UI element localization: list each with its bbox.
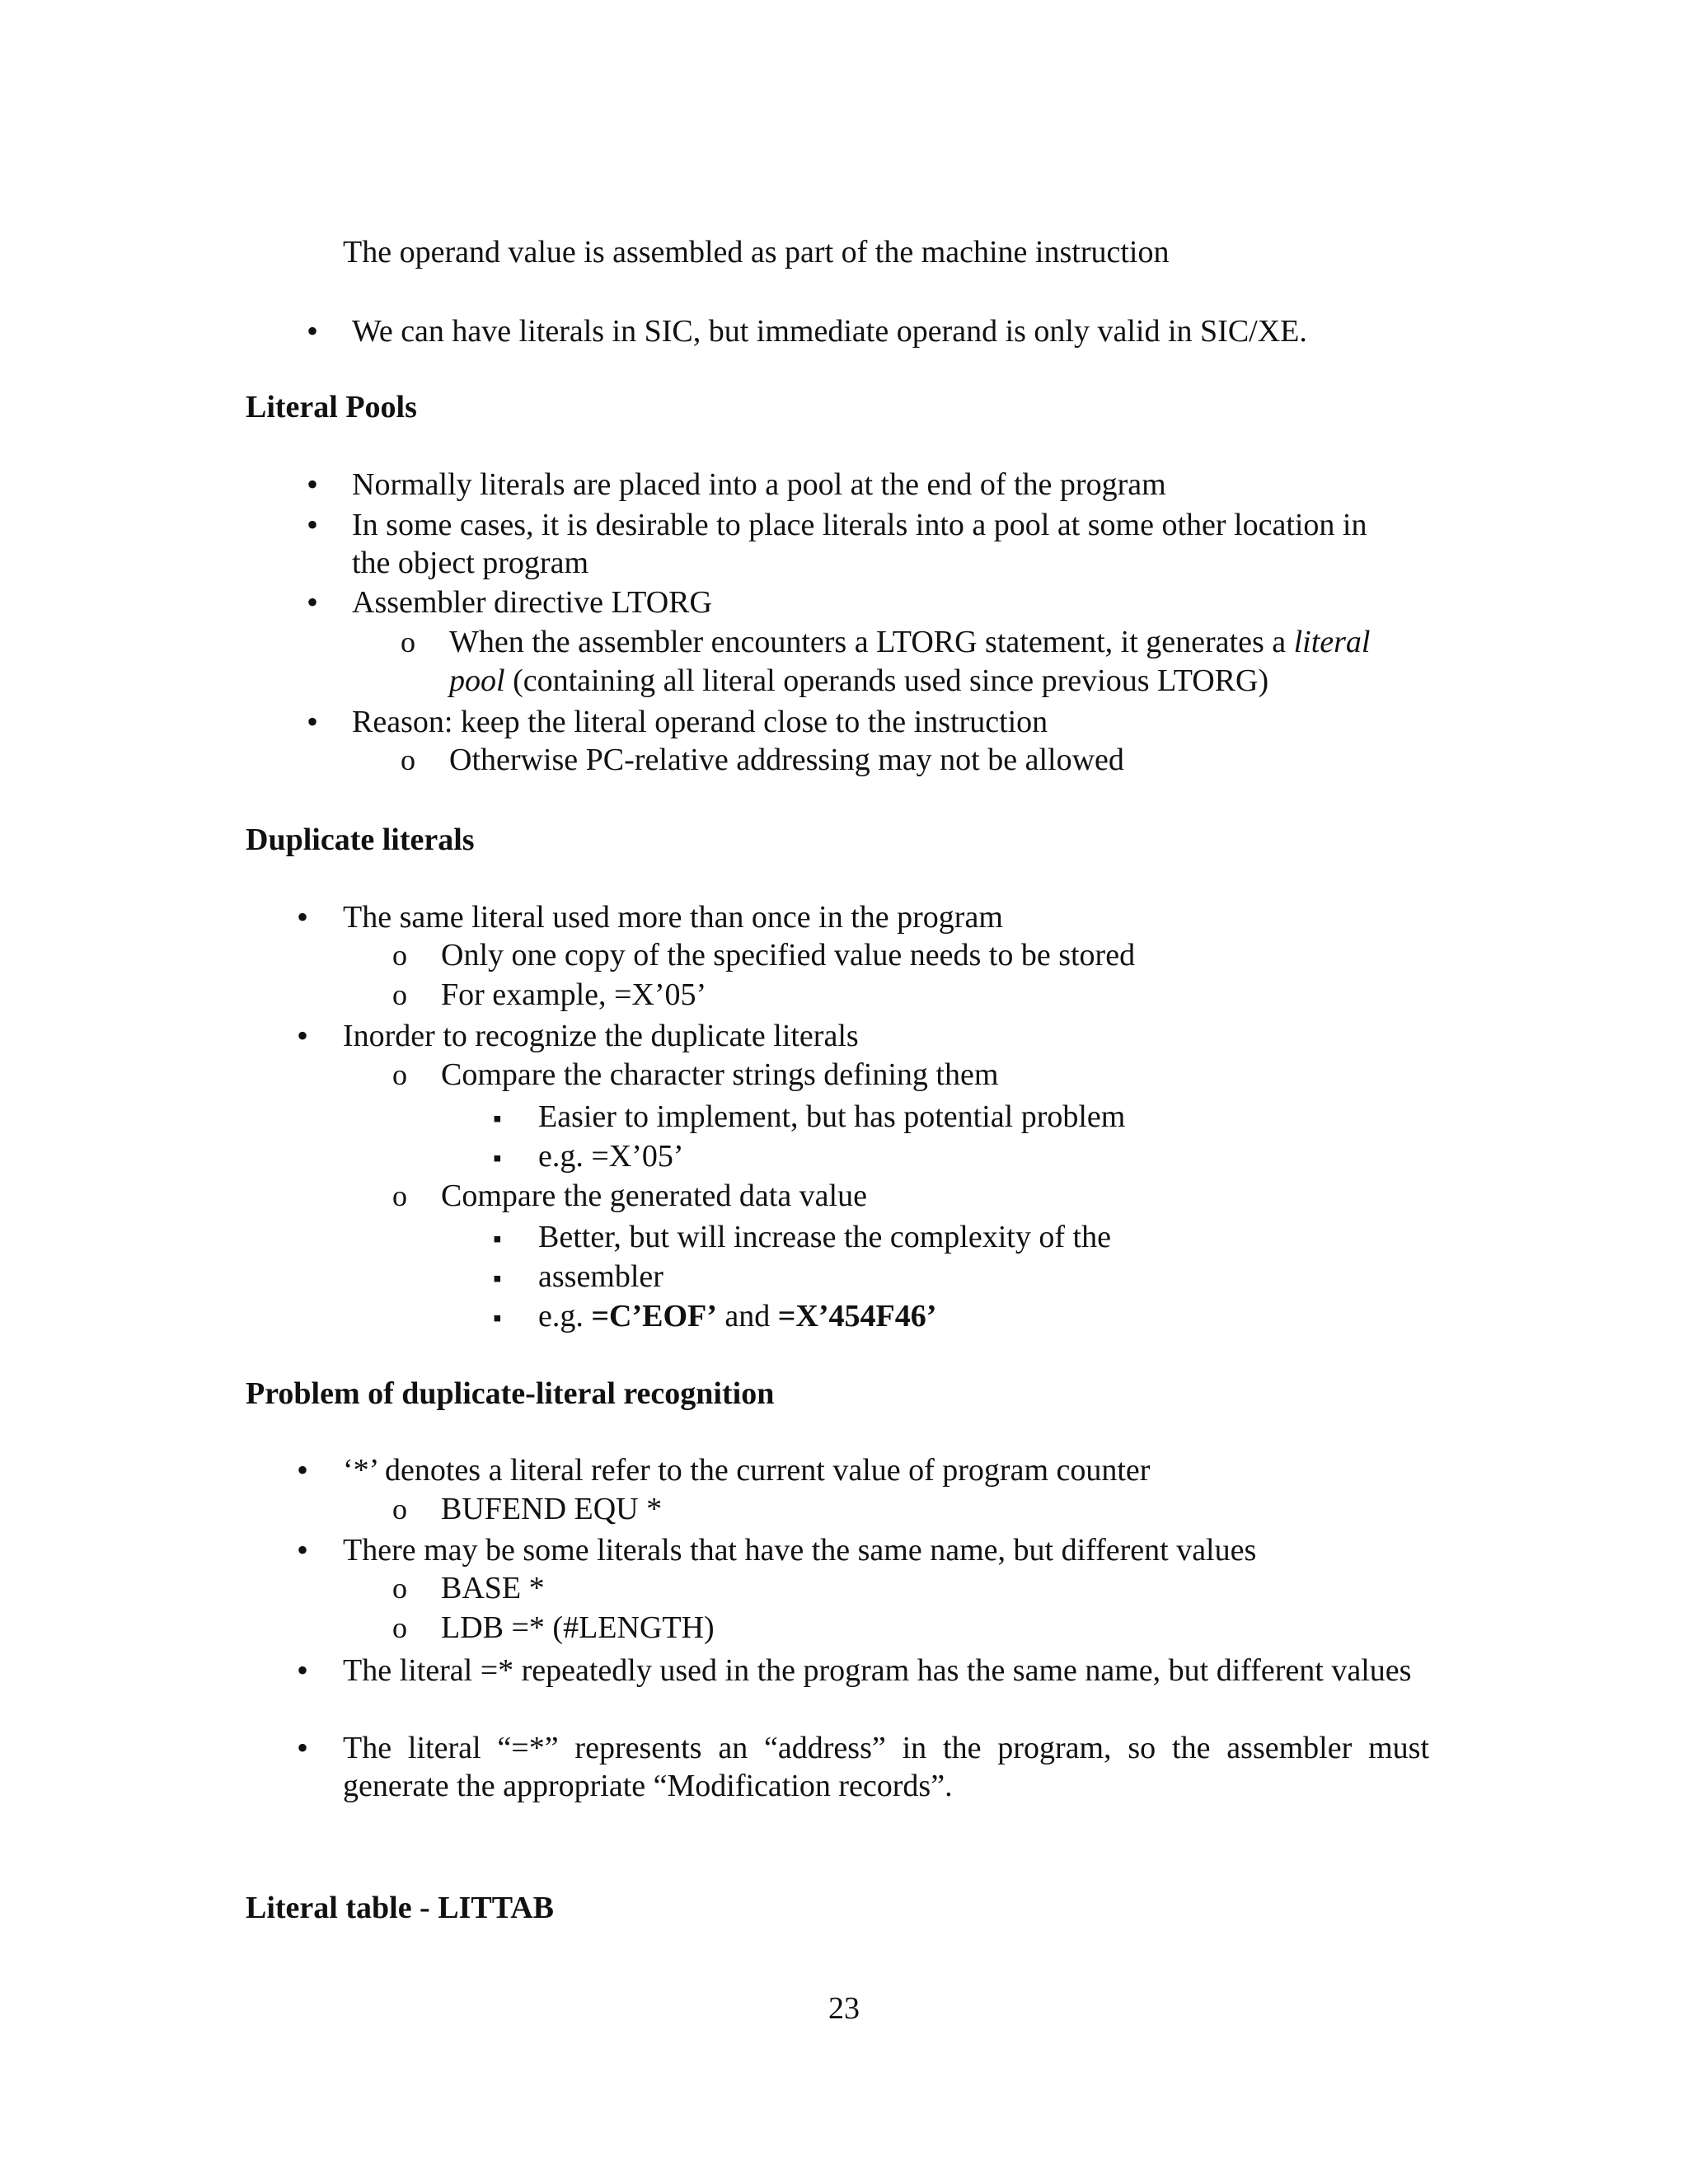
bullet-icon (297, 898, 308, 937)
heading-literal-table: Literal table - LITTAB (246, 1891, 555, 1925)
heading-problem-recognition: Problem of duplicate-literal recognition (246, 1376, 775, 1411)
square-bullet-icon (493, 1098, 502, 1138)
square-bullet-icon (493, 1297, 502, 1338)
duplicate-item-2-sub-2-b: assembler (538, 1259, 663, 1294)
duplicate-item-2: Inorder to recognize the duplicate literals (343, 1019, 859, 1053)
bullet-icon (307, 583, 318, 622)
problem-item-1-sub: BUFEND EQU * (441, 1492, 663, 1526)
duplicate-item-1: The same literal used more than once in the program (343, 900, 1003, 935)
duplicate-item-2-sub-2-c: e.g. =C’EOF’ and =X’454F46’ (538, 1299, 937, 1333)
duplicate-item-1-sub-2: For example, =X’05’ (441, 977, 707, 1012)
duplicate-item-2-sub-2-a: Better, but will increase the complexity of the (538, 1220, 1111, 1254)
circle-bullet-icon (392, 1569, 407, 1607)
literal-pools-item-3-sub-line-1: When the assembler encounters a LTORG statement, it generates a literal (449, 625, 1371, 659)
square-bullet-icon (493, 1137, 502, 1178)
duplicate-item-2-sub-1: Compare the character strings defining them (441, 1057, 999, 1092)
literal-pools-item-3: Assembler directive LTORG (352, 585, 712, 620)
problem-item-4: The literal “=*” represents an “address” in the program, so the assembler must generate the appropriate “Modification records”. (343, 1731, 1429, 1803)
problem-item-2-sub-1: BASE * (441, 1571, 545, 1605)
bullet-icon (307, 703, 318, 742)
page-number: 23 (828, 1991, 860, 2026)
duplicate-item-2-sub-1-a: Easier to implement, but has potential problem (538, 1099, 1126, 1134)
circle-bullet-icon (392, 1056, 407, 1094)
bullet-icon (307, 312, 318, 351)
intro-line: The operand value is assembled as part of the machine instruction (343, 235, 1170, 269)
literal-pools-item-1: Normally literals are placed into a pool at the end of the program (352, 467, 1166, 502)
circle-bullet-icon (392, 1177, 407, 1215)
literal-pools-item-4: Reason: keep the literal operand close to the instruction (352, 705, 1048, 739)
problem-item-2: There may be some literals that have the same name, but different values (343, 1533, 1257, 1568)
problem-item-3: The literal =* repeatedly used in the program has the same name, but different values (343, 1653, 1412, 1688)
heading-literal-pools: Literal Pools (246, 390, 417, 424)
literal-pools-item-3-sub-line-2: pool (containing all literal operands used since previous LTORG) (449, 663, 1269, 698)
circle-bullet-icon (392, 1490, 407, 1528)
duplicate-item-2-sub-1-b: e.g. =X’05’ (538, 1139, 684, 1174)
square-bullet-icon (493, 1258, 502, 1298)
bullet-icon (307, 466, 318, 504)
bullet-icon (297, 1652, 308, 1690)
literal-pools-item-2-line-1: In some cases, it is desirable to place literals into a pool at some other location in (352, 508, 1367, 542)
bullet-icon (297, 1531, 308, 1570)
circle-bullet-icon (392, 976, 407, 1014)
intro-bullet: We can have literals in SIC, but immediate operand is only valid in SIC/XE. (352, 314, 1307, 349)
literal-pools-item-2-line-2: the object program (352, 546, 589, 580)
duplicate-item-2-sub-2: Compare the generated data value (441, 1179, 867, 1213)
bullet-icon (297, 1729, 308, 1768)
problem-item-2-sub-2: LDB =* (#LENGTH) (441, 1610, 715, 1645)
literal-pools-item-4-sub: Otherwise PC-relative addressing may not be allowed (449, 743, 1124, 777)
bullet-icon (297, 1451, 308, 1490)
bullet-icon (297, 1017, 308, 1056)
circle-bullet-icon (401, 623, 415, 661)
circle-bullet-icon (401, 741, 415, 779)
duplicate-item-1-sub-1: Only one copy of the specified value needs to be stored (441, 938, 1136, 972)
circle-bullet-icon (392, 1609, 407, 1647)
heading-duplicate-literals: Duplicate literals (246, 823, 475, 857)
problem-item-1: ‘*’ denotes a literal refer to the current value of program counter (343, 1453, 1151, 1488)
bullet-icon (307, 506, 318, 545)
square-bullet-icon (493, 1218, 502, 1258)
circle-bullet-icon (392, 936, 407, 974)
